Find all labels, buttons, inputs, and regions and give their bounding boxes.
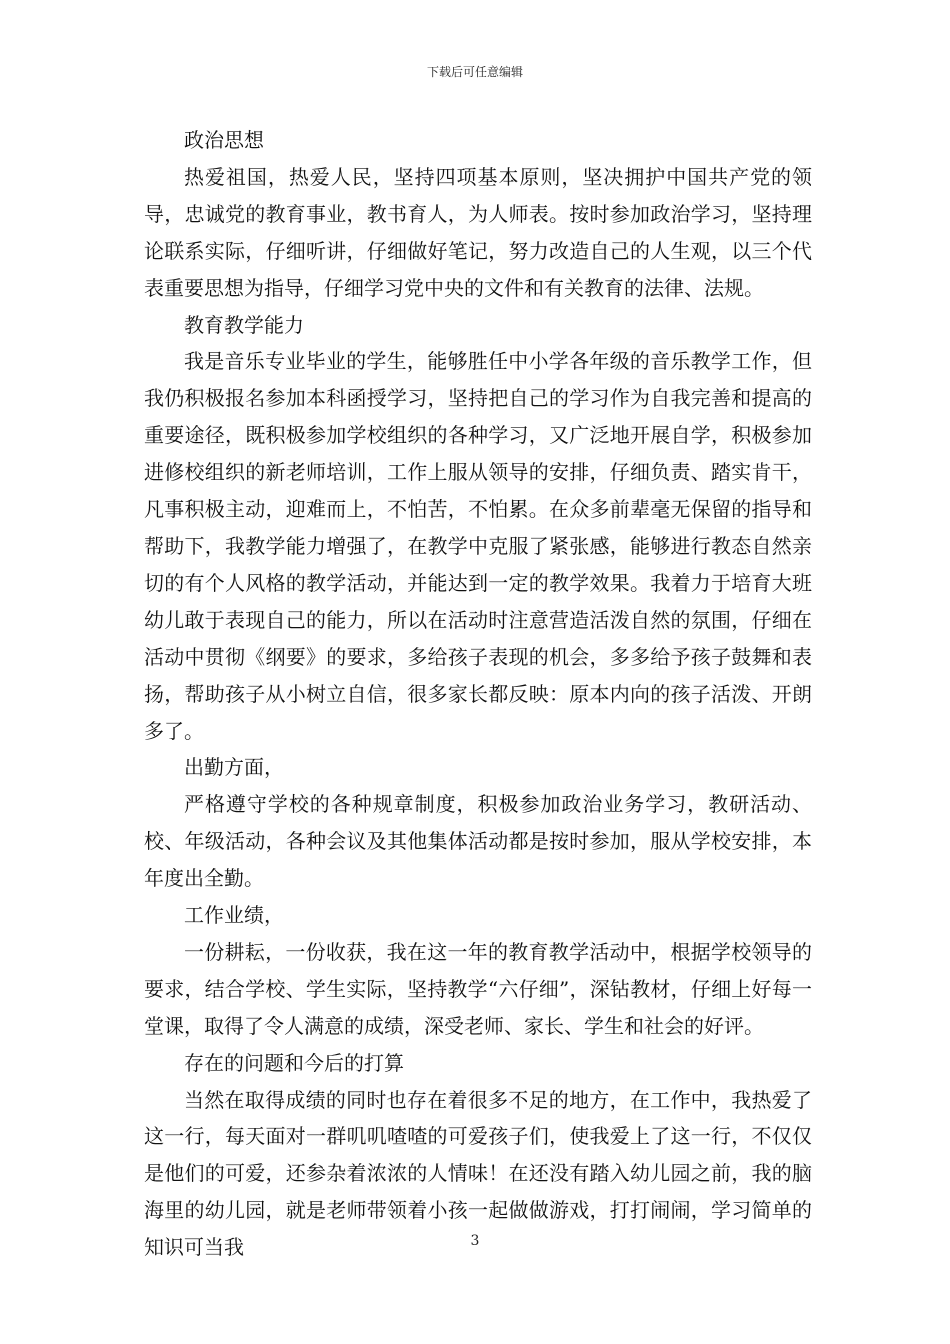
- section-heading-teaching-ability: 教育教学能力: [184, 312, 304, 337]
- section-paragraph-teaching-ability: 我是音乐专业毕业的学生，能够胜任中小学各年级的音乐教学工作，但我仍积极报名参加本科函授学习，坚持把自己的学习作为自我完善和提高的重要途径，既积极参加学校组织的各种学习，又广泛地开展自学，积极参加进修校组织的新老师培训，工作上服从领导的安排，仔细负责、踏实肯干，凡事积极主动，迎难而上，不怕苦，不怕累。在众多前辈毫无保留的指导和帮助下，我教学能力增强了，在教学中克服了紧张感，能够进行教态自然亲切的有个人风格的教学活动，并能达到一定的教学效果。我着力于培育大班幼儿敢于表现自己的能力，所以在活动时注意营造活泼自然的氛围，仔细在活动中贯彻《纲要》的要求，多给孩子表现的机会，多多给予孩子鼓舞和表扬，帮助孩子从小树立自信，很多家长都反映：原本内向的孩子活泼、开朗多了。: [144, 349, 812, 743]
- section-paragraph-work-achievements: 一份耕耘，一份收获，我在这一年的教育教学活动中，根据学校领导的要求，结合学校、学生实际，坚持教学“六仔细”，深钻教材，仔细上好每一堂课，取得了令人满意的成绩，深受老师、家长、学生和社会的好评。: [144, 939, 812, 1038]
- document-body: [144, 122, 812, 1266]
- section-heading-problems-and-plans: 存在的问题和今后的打算: [184, 1050, 404, 1075]
- section-paragraph-attendance: 严格遵守学校的各种规章制度，积极参加政治业务学习，教研活动、校、年级活动，各种会议及其他集体活动都是按时参加，服从学校安排，本年度出全勤。: [144, 792, 812, 891]
- section-heading-political-thought: 政治思想: [184, 128, 264, 152]
- page-header: 下载后可任意编辑: [426, 65, 523, 79]
- section-heading-attendance: 出勤方面，: [184, 755, 284, 780]
- section-paragraph-problems-and-plans: 当然在取得成绩的同时也存在着很多不足的地方，在工作中，我热爱了这一行，每天面对一群叽叽喳喳的可爱孩子们，使我爱上了这一行，不仅仅是他们的可爱，还参杂着浓浓的人情味！在还没有踏入幼儿园之前，我的脑海里的幼儿园，就是老师带领着小孩一起做做游戏，打打闹闹，学习简单的知识可当我: [144, 1087, 812, 1260]
- page-number: 3: [470, 1233, 480, 1249]
- section-paragraph-political-thought: 热爱祖国，热爱人民，坚持四项基本原则，坚决拥护中国共产党的领导，忠诚党的教育事业，教书育人，为人师表。按时参加政治学习，坚持理论联系实际，仔细听讲，仔细做好笔记，努力改造自己的人生观，以三个代表重要思想为指导，仔细学习党中央的文件和有关教育的法律、法规。: [144, 164, 812, 300]
- section-heading-work-achievements: 工作业绩，: [184, 903, 284, 928]
